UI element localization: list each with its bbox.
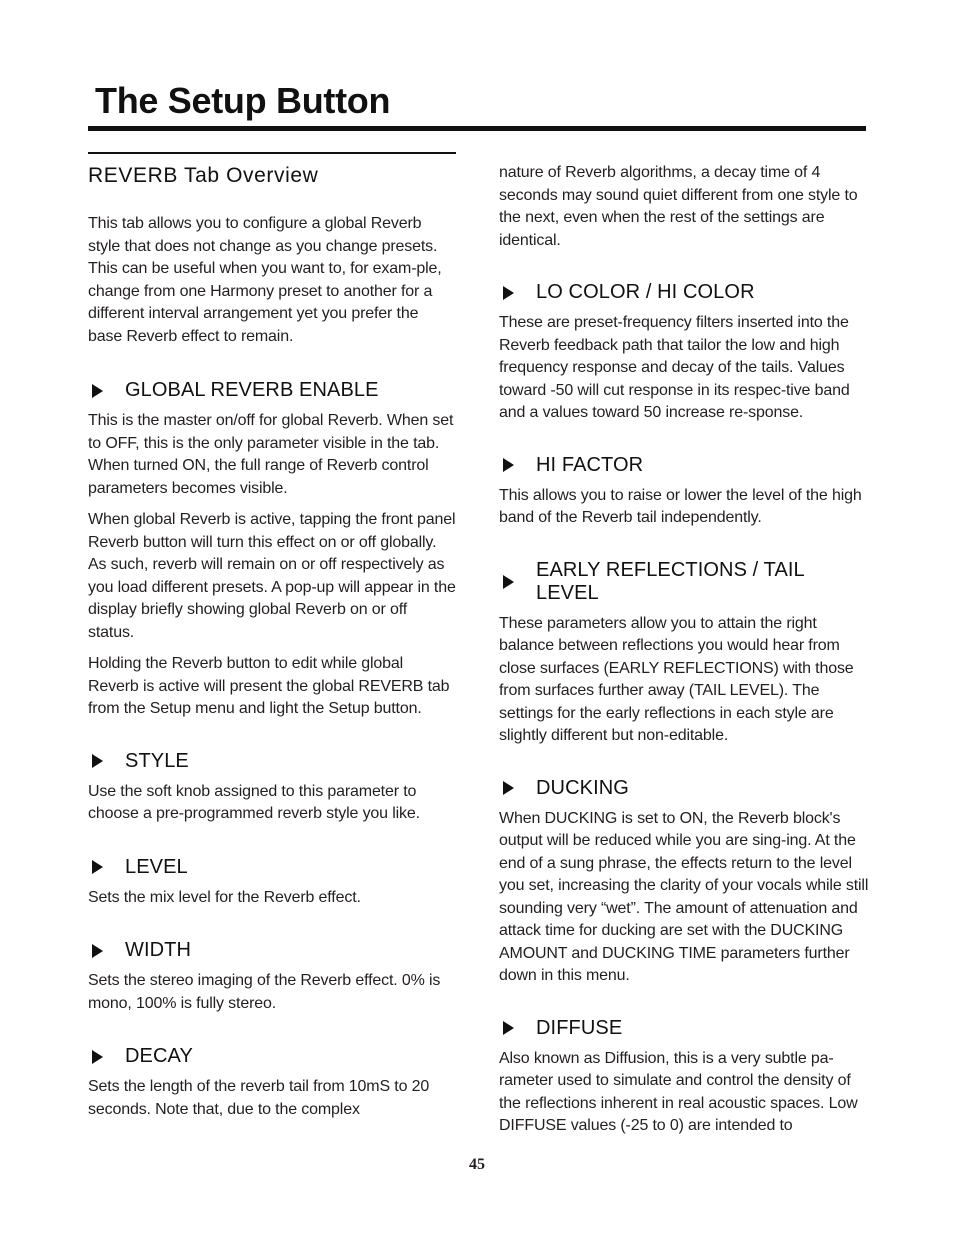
triangle-bullet-icon <box>503 781 514 795</box>
item-heading-label: LEVEL <box>125 855 188 878</box>
triangle-bullet-icon <box>92 384 103 398</box>
item-paragraph: This allows you to raise or lower the level of the high band of the Reverb tail independently. <box>499 486 862 526</box>
triangle-bullet-icon <box>92 944 103 958</box>
item-heading <box>499 281 869 304</box>
item-heading <box>499 454 869 477</box>
page-number: 45 <box>469 1156 485 1173</box>
item-heading-label: EARLY REFLECTIONS / TAIL LEVEL <box>536 558 805 604</box>
item-paragraph: Also known as Diffusion, this is a very subtle pa-rameter used to simulate and control the density of the reflections inherent in real acoustic spaces. Low DIFFUSE values (-25 to 0) are intended to <box>499 1049 858 1134</box>
section-heading: REVERB Tab Overview <box>88 164 319 187</box>
left-column <box>88 152 456 1130</box>
triangle-bullet-icon <box>92 860 103 874</box>
item-heading-label: GLOBAL REVERB ENABLE <box>125 379 379 401</box>
triangle-bullet-icon <box>503 575 514 589</box>
item-heading <box>88 1045 456 1068</box>
item-heading-label: DIFFUSE <box>536 1016 623 1039</box>
intro-paragraph: This tab allows you to configure a global Reverb style that does not change as you change presets. This can be useful when you want to, for exam-ple, change from one Harmony preset to another for a different interval arrangement yet you prefer the base Reverb effect to remain. <box>88 215 442 345</box>
item-heading <box>499 559 869 605</box>
item-paragraph: Sets the stereo imaging of the Reverb effect. 0% is mono, 100% is fully stereo. <box>88 972 441 1012</box>
item-paragraph: These are preset-frequency filters inserted into the Reverb feedback path that tailor the low and high frequency response and decay of the tails. Values toward -50 will cut response in its respec-tive band and a values toward 50 increase re-sponse. <box>499 314 850 421</box>
item-heading-label: HI FACTOR <box>536 453 644 476</box>
title-rule <box>88 126 866 131</box>
item-heading-label: DECAY <box>125 1045 193 1067</box>
item-heading <box>88 379 456 402</box>
right-column <box>499 162 869 1147</box>
item-paragraph: Sets the mix level for the Reverb effect. <box>88 888 361 906</box>
item-heading-label: LO COLOR / HI COLOR <box>536 281 755 303</box>
item-heading <box>88 939 456 962</box>
item-heading <box>499 1017 869 1040</box>
triangle-bullet-icon <box>503 286 514 300</box>
page-title: The Setup Button <box>95 80 391 121</box>
triangle-bullet-icon <box>503 458 514 472</box>
item-heading <box>88 750 456 773</box>
triangle-bullet-icon <box>92 754 103 768</box>
item-paragraph: Holding the Reverb button to edit while global Reverb is active will present the global REVERB tab from the Setup menu and light the Setup button. <box>88 655 450 717</box>
section-rule <box>88 152 456 154</box>
item-heading <box>499 777 869 800</box>
item-heading-label: WIDTH <box>125 939 192 961</box>
item-paragraph: When global Reverb is active, tapping the front panel Reverb button will turn this effect on or off globally. As such, reverb will remain on or off respectively as you load different presets. A pop-up will appear in the display briefly showing global Reverb on or off status. <box>88 511 456 641</box>
triangle-bullet-icon <box>503 1021 514 1035</box>
item-paragraph: This is the master on/off for global Reverb. When set to OFF, this is the only parameter visible in the tab. When turned ON, the full range of Reverb control parameters becomes visible. <box>88 412 454 497</box>
triangle-bullet-icon <box>92 1050 103 1064</box>
continuation-paragraph: nature of Reverb algorithms, a decay time of 4 seconds may sound quiet different from one style to the next, even when the rest of the settings are identical. <box>499 164 858 249</box>
item-paragraph: These parameters allow you to attain the right balance between reflections you would hear from close surfaces (EARLY REFLECTIONS) with those from surfaces further away (TAIL LEVEL). The settings for the early reflections in each style are slightly different but non-editable. <box>499 614 854 744</box>
item-paragraph: Sets the length of the reverb tail from 10mS to 20 seconds. Note that, due to the complex <box>88 1078 430 1118</box>
item-paragraph: When DUCKING is set to ON, the Reverb block's output will be reduced while you are sing-ing. At the end of a sung phrase, the effects return to the level you set, increasing the clarity of your vocals while still sounding very “wet”. The amount of attenuation and attack time for ducking are set with the DUCKING AMOUNT and DUCKING TIME parameters further down in this menu. <box>499 809 869 984</box>
item-heading-label: STYLE <box>125 749 189 772</box>
item-paragraph: Use the soft knob assigned to this parameter to choose a pre-programmed reverb style you like. <box>88 782 420 822</box>
item-heading <box>88 856 456 879</box>
item-heading-label: DUCKING <box>536 776 629 799</box>
